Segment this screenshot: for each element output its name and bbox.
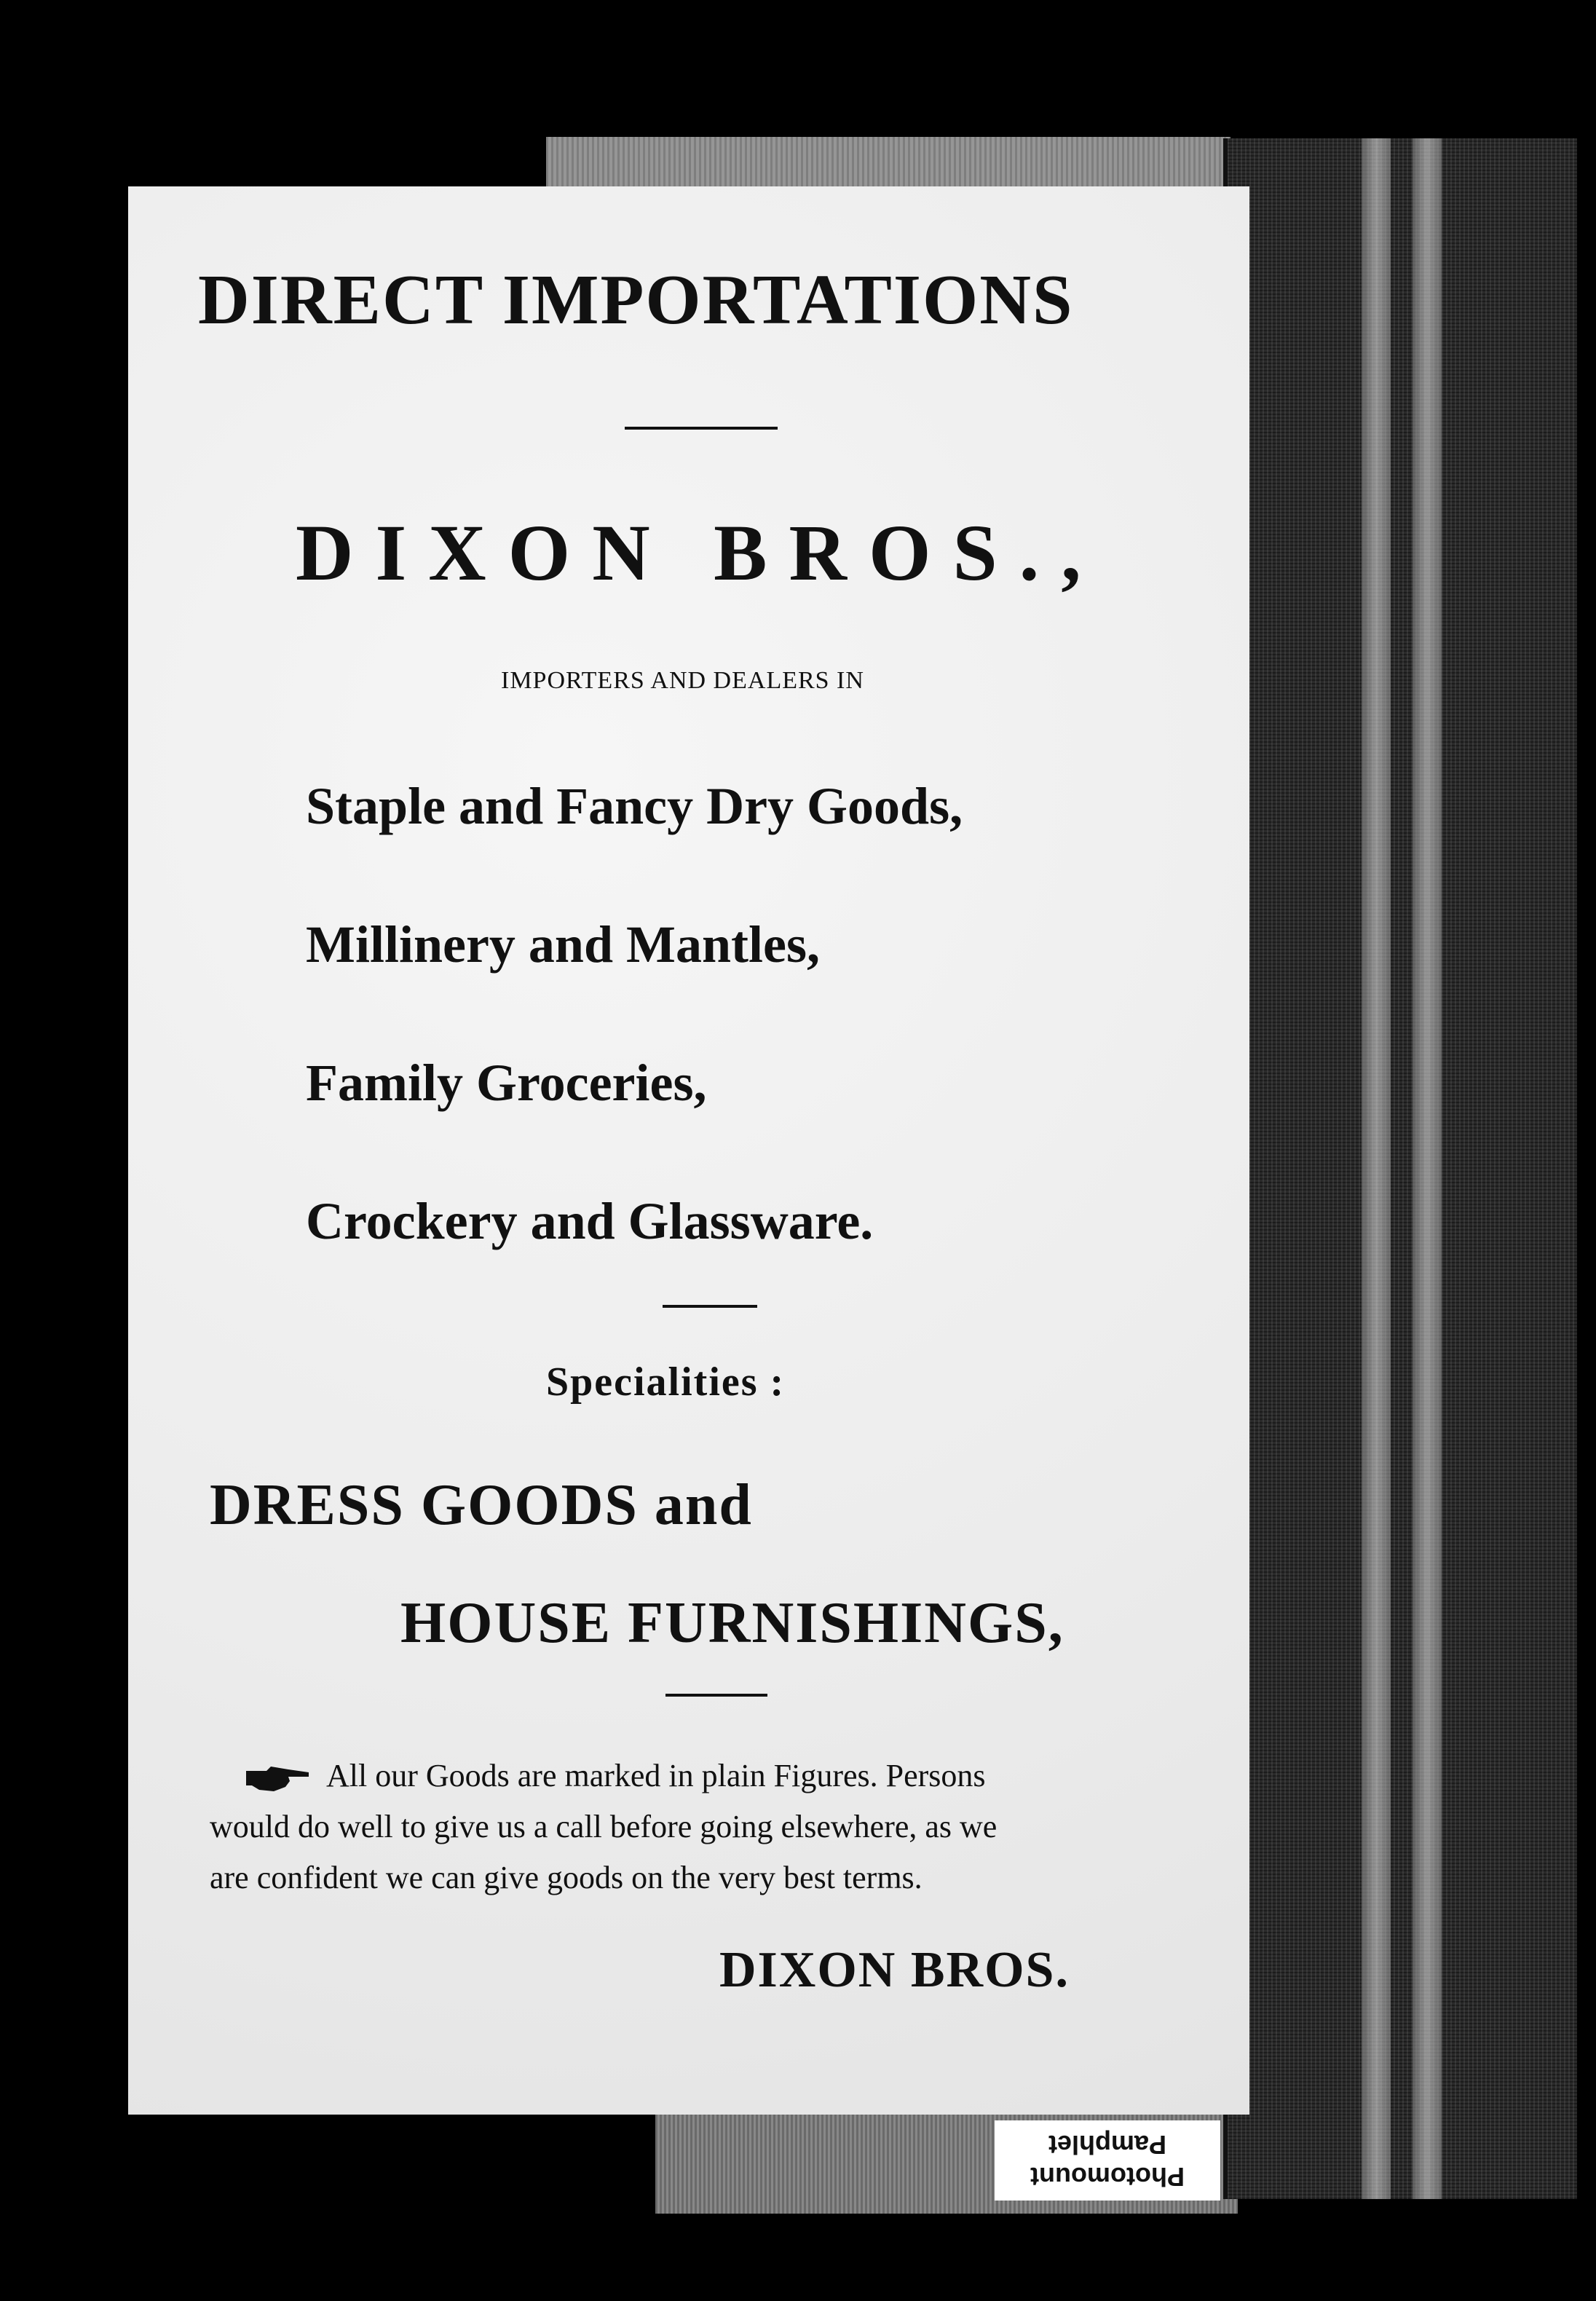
product-line: Staple and Fancy Dry Goods, <box>306 777 963 835</box>
product-line: Crockery and Glassware. <box>306 1192 874 1250</box>
notice-line: would do well to give us a call before going elsewhere, as we <box>210 1809 998 1844</box>
notice-line: are confident we can give goods on the very best terms. <box>210 1860 923 1895</box>
book-spine <box>1223 138 1577 2199</box>
pointing-hand-icon <box>245 1765 310 1793</box>
divider <box>663 1305 757 1308</box>
divider <box>625 427 778 430</box>
archive-label <box>995 2120 1220 2201</box>
label-line: Photomount <box>1030 2162 1185 2192</box>
label-line: Pamphlet <box>1048 2130 1167 2160</box>
specialities-heading: Specialities : <box>546 1359 786 1405</box>
subheading: IMPORTERS AND DEALERS IN <box>501 667 864 694</box>
background-strip-top <box>546 137 1230 188</box>
signature: DIXON BROS. <box>719 1942 1070 1998</box>
speciality-dress-goods: DRESS GOODS and <box>210 1473 753 1537</box>
brand-name: DIXON BROS., <box>296 508 1103 597</box>
divider <box>665 1694 767 1697</box>
pamphlet-page <box>128 186 1249 2115</box>
spine-highlight <box>1362 138 1391 2199</box>
heading: DIRECT IMPORTATIONS <box>198 261 1074 339</box>
product-line: Family Groceries, <box>306 1054 707 1112</box>
speciality-house-furnishings: HOUSE FURNISHINGS, <box>400 1591 1064 1655</box>
notice-line: All our Goods are marked in plain Figures. Persons <box>326 1758 986 1793</box>
spine-highlight <box>1413 138 1442 2199</box>
product-line: Millinery and Mantles, <box>306 915 820 974</box>
